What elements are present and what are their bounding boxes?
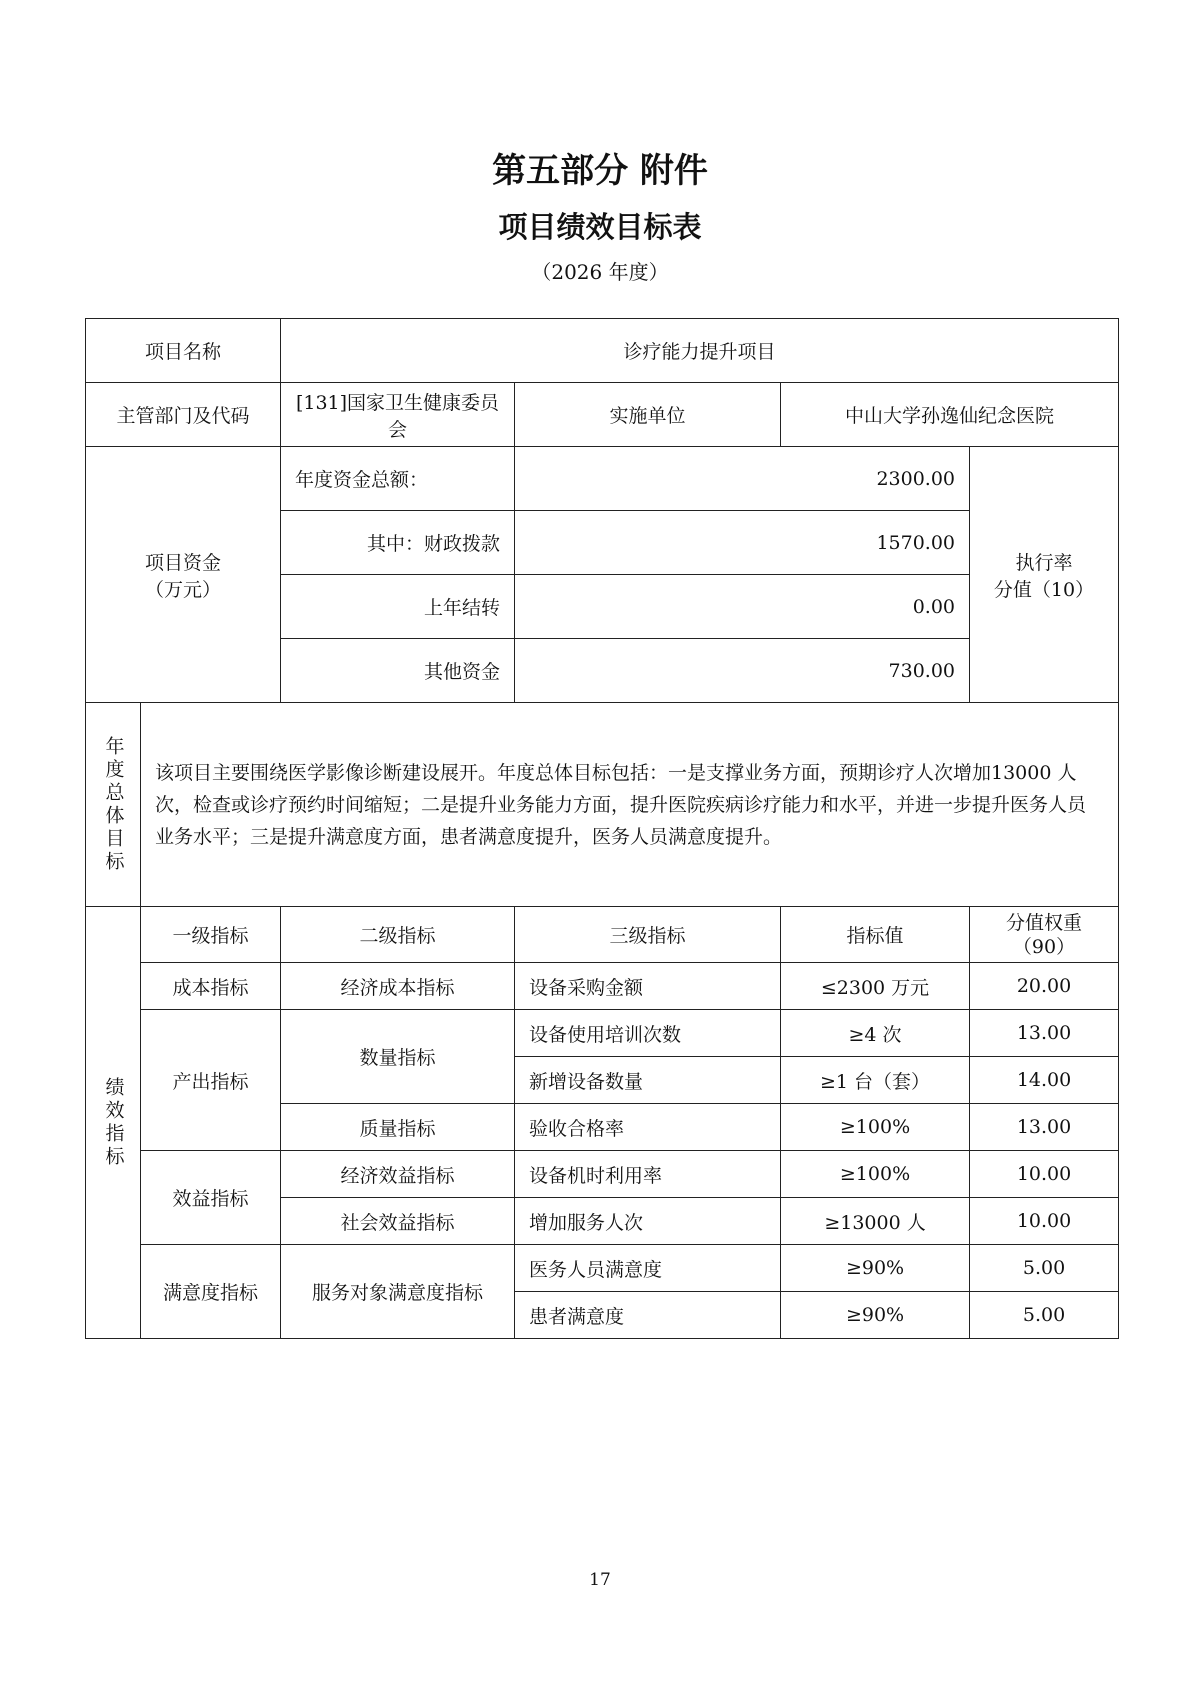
funds-row-value: 0.00	[515, 575, 970, 639]
funds-row-value: 1570.00	[515, 511, 970, 575]
level3-cell: 设备采购金额	[515, 963, 781, 1010]
weight-value: 20.00	[970, 963, 1119, 1010]
funds-row-label: 上年结转	[281, 575, 515, 639]
project-name-label: 项目名称	[86, 319, 281, 383]
level3-cell: 新增设备数量	[515, 1057, 781, 1104]
weight-value: 13.00	[970, 1104, 1119, 1151]
indicator-value: ≤2300 万元	[781, 963, 970, 1010]
header-weight-label: 分值权重	[1006, 911, 1083, 934]
header-value: 指标值	[781, 907, 970, 963]
funds-row-value: 2300.00	[515, 447, 970, 511]
indicator-value: ≥4 次	[781, 1010, 970, 1057]
unit-label: 实施单位	[515, 383, 781, 447]
indicator-value: ≥100%	[781, 1151, 970, 1198]
unit-value: 中山大学孙逸仙纪念医院	[781, 383, 1119, 447]
indicator-value: ≥13000 人	[781, 1198, 970, 1245]
exec-rate-cell	[970, 447, 1119, 703]
funds-row-value: 730.00	[515, 639, 970, 703]
level2-cell: 经济效益指标	[281, 1151, 515, 1198]
weight-value: 5.00	[970, 1292, 1119, 1339]
level3-cell: 设备机时利用率	[515, 1151, 781, 1198]
weight-value: 14.00	[970, 1057, 1119, 1104]
level2-cell: 服务对象满意度指标	[281, 1245, 515, 1339]
table-title: 项目绩效目标表	[498, 210, 702, 244]
indicator-value: ≥100%	[781, 1104, 970, 1151]
page-number: 17	[589, 1570, 611, 1590]
level2-cell: 数量指标	[281, 1010, 515, 1104]
dept-value: [131]国家卫生健康委员会	[281, 383, 515, 447]
header-level1: 一级指标	[141, 907, 281, 963]
level1-cell: 效益指标	[141, 1151, 281, 1245]
header-level2: 二级指标	[281, 907, 515, 963]
funds-row-label: 其他资金	[281, 639, 515, 703]
exec-rate-score: 分值（10）	[993, 578, 1095, 601]
header-weight-total: （90）	[1012, 935, 1076, 958]
level3-cell: 验收合格率	[515, 1104, 781, 1151]
level1-cell: 成本指标	[141, 963, 281, 1010]
level3-cell: 设备使用培训次数	[515, 1010, 781, 1057]
funds-label	[86, 447, 281, 703]
level3-cell: 医务人员满意度	[515, 1245, 781, 1292]
level1-cell: 产出指标	[141, 1010, 281, 1151]
funds-row-label: 年度资金总额：	[281, 447, 515, 511]
dept-label: 主管部门及代码	[86, 383, 281, 447]
level3-cell: 增加服务人次	[515, 1198, 781, 1245]
weight-value: 10.00	[970, 1198, 1119, 1245]
level3-cell: 患者满意度	[515, 1292, 781, 1339]
part-title: 第五部分 附件	[492, 151, 708, 191]
goal-text: 该项目主要围绕医学影像诊断建设展开。年度总体目标包括：一是支撑业务方面，预期诊疗人次增加13000 人次，检查或诊疗预约时间缩短；二是提升业务能力方面，提升医院疾病诊疗能力和水平，并进一步提升医务人员业务水平；三是提升满意度方面，患者满意度提升，医务人员满意度提升。	[141, 703, 1119, 907]
indicator-value: ≥90%	[781, 1292, 970, 1339]
indicator-value: ≥90%	[781, 1245, 970, 1292]
header-level3: 三级指标	[515, 907, 781, 963]
header-weight	[970, 907, 1119, 963]
project-name-value: 诊疗能力提升项目	[281, 319, 1119, 383]
exec-rate-label: 执行率	[1015, 551, 1073, 574]
level2-cell: 质量指标	[281, 1104, 515, 1151]
level2-cell: 社会效益指标	[281, 1198, 515, 1245]
funds-label-line1: 项目资金	[145, 551, 222, 574]
indicator-value: ≥1 台（套）	[781, 1057, 970, 1104]
weight-value: 10.00	[970, 1151, 1119, 1198]
goal-label: 年度总体目标	[86, 703, 141, 907]
level1-cell: 满意度指标	[141, 1245, 281, 1339]
funds-label-line2: （万元）	[145, 578, 222, 601]
funds-row-label: 其中：财政拨款	[281, 511, 515, 575]
level2-cell: 经济成本指标	[281, 963, 515, 1010]
weight-value: 5.00	[970, 1245, 1119, 1292]
year-label: （2026 年度）	[531, 260, 669, 284]
performance-label: 绩效指标	[86, 907, 141, 1339]
weight-value: 13.00	[970, 1010, 1119, 1057]
performance-goal-table	[85, 318, 1119, 1339]
